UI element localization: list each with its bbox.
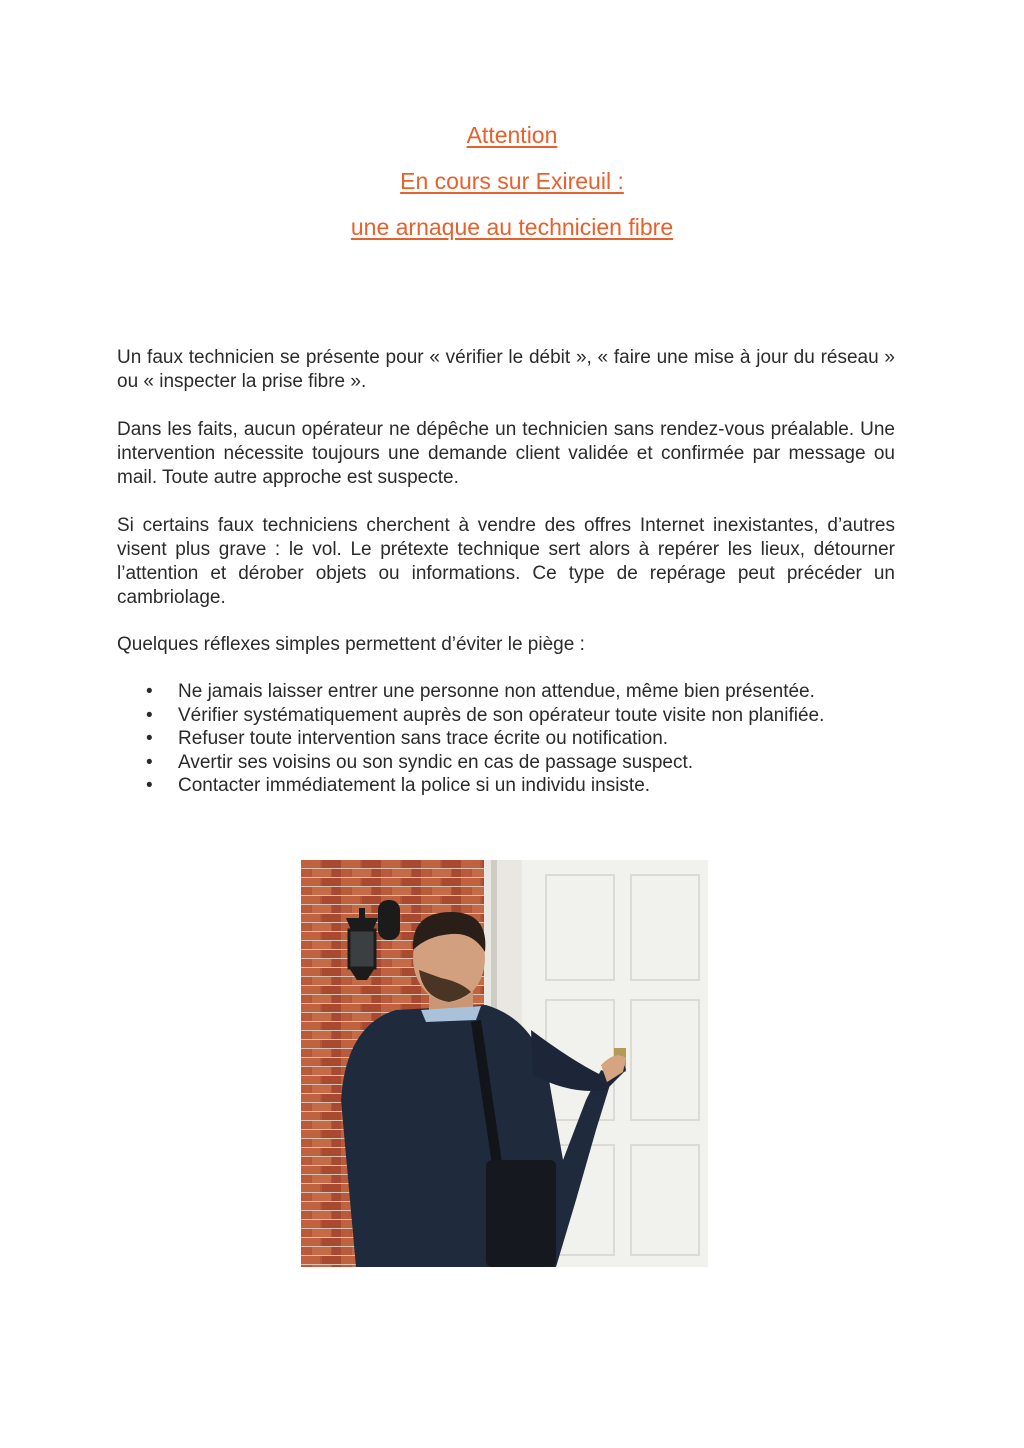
photo-man-at-door [301,860,708,1267]
paragraph-intro: Un faux technicien se présente pour « vérifier le débit », « faire une mise à jour du réseau » ou « inspecter la prise fibre ». [117,347,895,392]
bullet-icon: • [146,681,153,702]
list-item-text: Ne jamais laisser entrer une personne non attendue, même bien présentée. [178,681,815,702]
list-item [146,774,906,798]
list-item-text: Avertir ses voisins ou son syndic en cas de passage suspect. [178,751,694,773]
paragraph-theft: Si certains faux techniciens cherchent à vendre des offres Internet inexistantes, d’autres visent plus grave : le vol. Le prétexte technique sert alors à repérer les lieux, détourner l’attention et dérober objets ou informations. Ce type de repérage peut précéder un cambriolage. [117,515,895,608]
list-item-text: Contacter immédiatement la police si un individu insiste. [178,775,651,796]
bullet-icon: • [146,728,153,749]
list-item-text: Refuser toute intervention sans trace écrite ou notification. [178,728,669,749]
bullet-icon: • [146,704,153,726]
list-item [146,751,906,775]
reflex-list [146,680,906,798]
photo-illustration [301,860,708,1267]
title-location: En cours sur Exireuil : [400,168,624,194]
list-item-text: Vérifier systématiquement auprès de son opérateur toute visite non planifiée. [178,704,825,726]
title-scam: une arnaque au technicien fibre [350,214,674,240]
list-item [146,727,906,751]
list-item [146,704,906,728]
paragraph-facts: Dans les faits, aucun opérateur ne dépêche un technicien sans rendez-vous préalable. Une intervention nécessite toujours une demande client validée et confirmée par message ou mail. Toute autre approche est suspecte. [117,419,895,488]
bullet-icon: • [146,751,153,773]
list-item [146,680,906,704]
title-block [0,112,1024,250]
bullet-icon: • [146,775,153,796]
paragraph-reflexes: Quelques réflexes simples permettent d’éviter le piège : [117,634,585,655]
title-attention: Attention [466,122,558,148]
shoulder-bag [486,1160,556,1267]
